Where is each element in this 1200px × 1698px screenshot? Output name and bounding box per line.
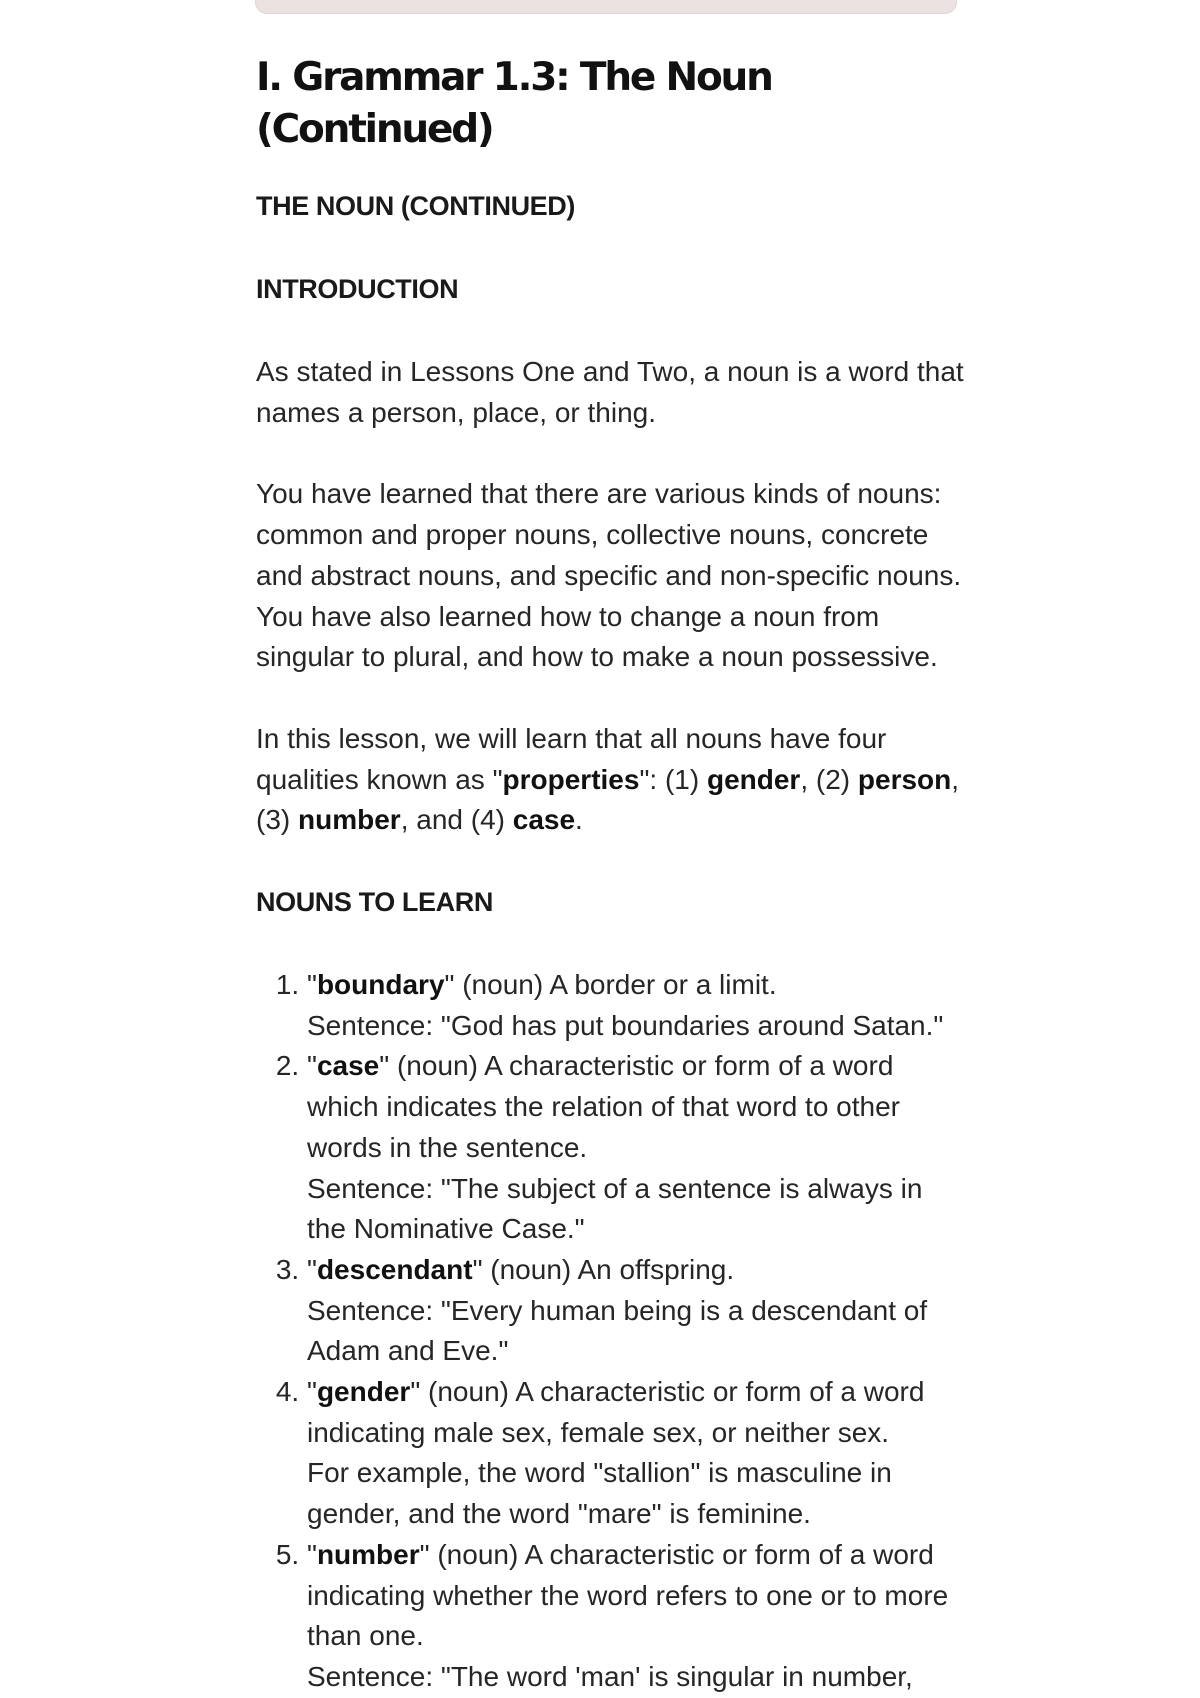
nouns-to-learn-heading: NOUNS TO LEARN: [256, 887, 493, 918]
list-item: 3. "descendant" (noun) An offspring. Sentence: "Every human being is a descendant of Adam and Eve.": [307, 1250, 968, 1372]
noun-term: gender: [316, 1376, 411, 1408]
noun-term: case: [316, 1050, 380, 1082]
p3-text-f: .: [575, 804, 583, 836]
noun-sentence: Sentence: "The word 'man' is singular in number,: [307, 1660, 913, 1692]
noun-term: descendant: [316, 1253, 473, 1285]
keyword-person: person: [857, 763, 952, 795]
list-item: 2. "case" (noun) A characteristic or form of a word which indicates the relation of that word to other words in the sentence. Sentence: "The subject of a sentence is always in the Nominative Case.": [307, 1046, 968, 1250]
intro-paragraph-1: As stated in Lessons One and Two, a noun is a word that names a person, place, or thing.: [256, 356, 964, 428]
noun-definition: " (noun) A characteristic or form of a word indicating whether the word refers to one or to more than one.: [307, 1538, 949, 1652]
page-title: I. Grammar 1.3: The Noun (Continued): [256, 55, 772, 152]
p3-text-e: , and (4): [400, 804, 513, 836]
keyword-gender: gender: [706, 763, 801, 795]
keyword-case: case: [512, 804, 576, 836]
lesson-content: [256, 0, 968, 1698]
p3-text-a: In this lesson, we will learn that all nouns have four qualities known as ": [256, 722, 887, 795]
noun-term: number: [316, 1538, 420, 1570]
introduction-heading: INTRODUCTION: [256, 274, 459, 304]
keyword-properties: properties: [502, 763, 640, 795]
section-subtitle: THE NOUN (CONTINUED): [256, 191, 575, 221]
p3-text-b: ": (1): [639, 763, 707, 795]
noun-definition: " (noun) A border or a limit.: [444, 969, 777, 1001]
nouns-list: [256, 965, 968, 1698]
noun-sentence: For example, the word "stallion" is masculine in gender, and the word "mare" is feminine.: [307, 1457, 892, 1530]
noun-term: boundary: [316, 969, 445, 1001]
noun-sentence: Sentence: "God has put boundaries around Satan.": [307, 1009, 944, 1041]
intro-paragraph-3: [256, 719, 968, 841]
p3-text-c: , (2): [800, 763, 858, 795]
noun-definition: " (noun) A characteristic or form of a word which indicates the relation of that word to other words in the sentence.: [307, 1050, 901, 1163]
intro-paragraph-2: You have learned that there are various kinds of nouns: common and proper nouns, collective nouns, concrete and abstract nouns, and specific and non-specific nouns. You have also learned how to change a noun from singular to plural, and how to make a noun possessive.: [256, 478, 962, 673]
keyword-number: number: [298, 804, 401, 836]
p3-text-d: , (3): [256, 763, 960, 836]
list-item: 4. "gender" (noun) A characteristic or form of a word indicating male sex, female sex, or neither sex. For example, the word "stallion" is masculine in gender, and the word "mare" is feminine.: [307, 1372, 968, 1535]
noun-definition: " (noun) An offspring.: [472, 1253, 735, 1285]
list-item: 5. "number" (noun) A characteristic or form of a word indicating whether the word refers to one or to more than one. Sentence: "The word 'man' is singular in number,: [307, 1535, 968, 1698]
list-item: 1. "boundary" (noun) A border or a limit. Sentence: "God has put boundaries around Satan.": [307, 965, 968, 1046]
noun-definition: " (noun) A characteristic or form of a word indicating male sex, female sex, or neither sex.: [307, 1376, 925, 1448]
noun-sentence: Sentence: "Every human being is a descendant of Adam and Eve.": [307, 1294, 928, 1367]
noun-sentence: Sentence: "The subject of a sentence is always in the Nominative Case.": [307, 1172, 923, 1245]
